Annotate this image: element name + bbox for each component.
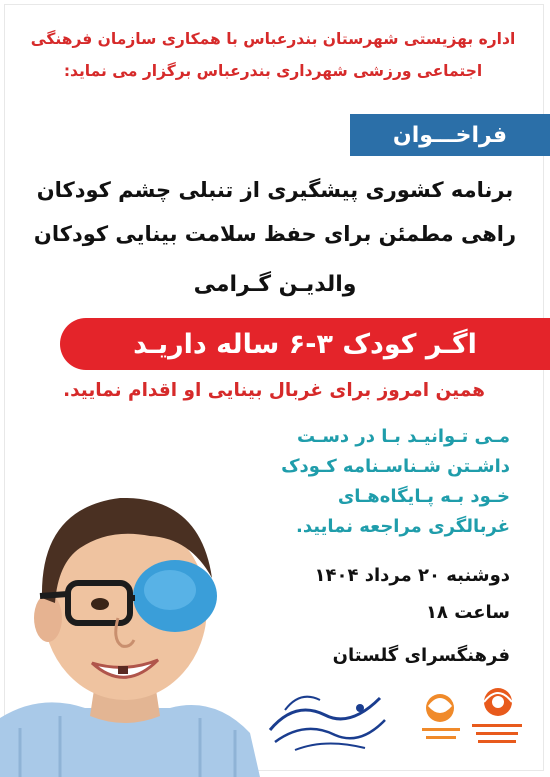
municipality-logo-icon bbox=[265, 680, 390, 758]
header-line-cooperation: اجتماعی ورزشی شهرداری بندرعباس برگزار می نماید: bbox=[63, 62, 483, 80]
event-date: دوشنبه ۲۰ مرداد ۱۴۰۴ bbox=[314, 565, 510, 586]
program-subtitle: راهی مطمئن برای حفظ سلامت بینایی کودکان bbox=[33, 222, 517, 246]
header-line-organizer: اداره بهزیستی شهرستان بندرعباس با همکاری سازمان فرهنگی bbox=[30, 30, 516, 48]
parents-greeting: والدیـن گـرامی bbox=[193, 272, 357, 297]
call-banner: فراخـــوان bbox=[350, 114, 550, 156]
event-time: ساعت ۱۸ bbox=[425, 602, 510, 623]
age-banner: اگـر کودک ۳-۶ ساله داریـد bbox=[60, 318, 550, 370]
program-title: برنامه کشوری پیشگیری از تنبلی چشم کودکان bbox=[36, 178, 514, 202]
instruction-line: غربالگری مراجعه نمایید. bbox=[296, 516, 510, 537]
instruction-line: داشـتن شـناسـنامه کـودک bbox=[281, 456, 510, 477]
instruction-line: خـود بـه پـایگاه‌هـای bbox=[337, 486, 510, 507]
welfare-logo-icon bbox=[412, 680, 530, 758]
boy-with-eye-patch-photo bbox=[0, 468, 260, 777]
instruction-line: مـی تـوانیـد بـا در دسـت bbox=[296, 426, 510, 447]
event-place: فرهنگسرای گلستان bbox=[332, 645, 510, 666]
call-to-action-text: همین امروز برای غربال بینایی او اقدام نمایید. bbox=[63, 380, 485, 401]
